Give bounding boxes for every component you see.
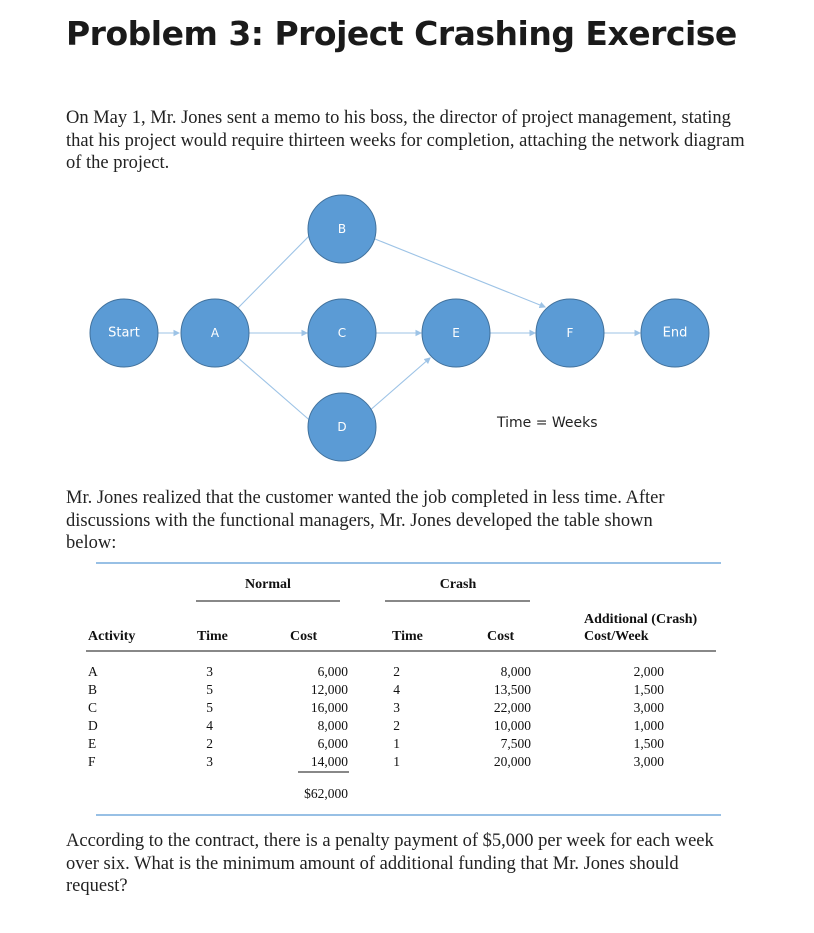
- row-activity: B: [88, 682, 98, 697]
- row-normal-time: 4: [206, 718, 213, 733]
- edge-a-d: [237, 357, 314, 424]
- row-crash-time: 3: [393, 700, 400, 715]
- row-additional: 1,500: [633, 736, 664, 751]
- row-normal-time: 3: [206, 754, 213, 769]
- table-row: [88, 664, 664, 679]
- header-additional-line1: Additional (Crash): [584, 612, 698, 627]
- header-normal-cost: Cost: [290, 629, 318, 644]
- row-normal-cost: 8,000: [317, 718, 348, 733]
- row-activity: A: [88, 664, 98, 679]
- row-additional: 3,000: [633, 700, 664, 715]
- row-normal-time: 5: [206, 682, 213, 697]
- row-crash-cost: 20,000: [493, 754, 531, 769]
- table-row: [88, 718, 664, 733]
- row-additional: 1,000: [633, 718, 664, 733]
- row-activity: F: [88, 754, 96, 769]
- table-body: [88, 664, 664, 769]
- intro-paragraph: On May 1, Mr. Jones sent a memo to his boss, the director of project management, stating that his project would require thirteen weeks for completion, attaching the network diagram of the project.: [66, 108, 745, 173]
- header-normal-time: Time: [197, 629, 228, 644]
- header-crash-cost: Cost: [487, 629, 515, 644]
- row-normal-cost: 16,000: [310, 700, 348, 715]
- node-d-label: D: [337, 420, 347, 434]
- crash-cost-table: [0, 558, 814, 818]
- row-normal-cost: 14,000: [310, 754, 348, 769]
- node-f-label: F: [566, 326, 574, 340]
- table-row: [88, 754, 664, 769]
- row-normal-time: 3: [206, 664, 213, 679]
- node-c-label: C: [337, 326, 347, 340]
- row-crash-cost: 10,000: [493, 718, 531, 733]
- node-a-label: A: [210, 326, 220, 340]
- group-crash-label: Crash: [439, 577, 477, 592]
- row-normal-cost: 6,000: [317, 736, 348, 751]
- header-activity: Activity: [88, 629, 136, 644]
- row-normal-time: 2: [206, 736, 213, 751]
- time-note: Time = Weeks: [497, 415, 598, 431]
- row-normal-time: 5: [206, 700, 213, 715]
- row-additional: 1,500: [633, 682, 664, 697]
- group-normal-label: Normal: [245, 577, 291, 592]
- node-end-label: End: [662, 325, 688, 341]
- row-activity: E: [88, 736, 97, 751]
- row-activity: C: [88, 700, 98, 715]
- row-normal-cost: 12,000: [310, 682, 348, 697]
- header-additional-line2: Cost/Week: [584, 629, 649, 644]
- edge-a-b: [237, 231, 314, 309]
- node-start-label: Start: [108, 325, 140, 341]
- node-e-label: E: [452, 326, 460, 340]
- row-additional: 3,000: [633, 754, 664, 769]
- edge-b-f: [375, 239, 545, 307]
- row-crash-cost: 22,000: [493, 700, 531, 715]
- row-crash-cost: 7,500: [500, 736, 531, 751]
- normal-cost-total: $62,000: [304, 786, 348, 801]
- node-b-label: B: [337, 222, 347, 236]
- edge-d-e: [368, 358, 430, 412]
- row-crash-time: 1: [393, 736, 400, 751]
- table-row: [88, 700, 664, 715]
- row-crash-cost: 8,000: [500, 664, 531, 679]
- row-additional: 2,000: [633, 664, 664, 679]
- page-title: Problem 3: Project Crashing Exercise: [66, 14, 737, 53]
- header-crash-time: Time: [392, 629, 423, 644]
- middle-paragraph: Mr. Jones realized that the customer wanted the job completed in less time. After discussions with the functional managers, Mr. Jones developed the table shown below:: [66, 488, 665, 553]
- row-activity: D: [88, 718, 98, 733]
- closing-paragraph: According to the contract, there is a penalty payment of $5,000 per week for each week over six. What is the minimum amount of additional funding that Mr. Jones should request?: [66, 831, 714, 896]
- row-crash-time: 1: [393, 754, 400, 769]
- table-row: [88, 736, 664, 751]
- row-crash-time: 2: [393, 718, 400, 733]
- row-crash-cost: 13,500: [493, 682, 531, 697]
- table-row: [88, 682, 664, 697]
- row-crash-time: 2: [393, 664, 400, 679]
- row-normal-cost: 6,000: [317, 664, 348, 679]
- row-crash-time: 4: [393, 682, 400, 697]
